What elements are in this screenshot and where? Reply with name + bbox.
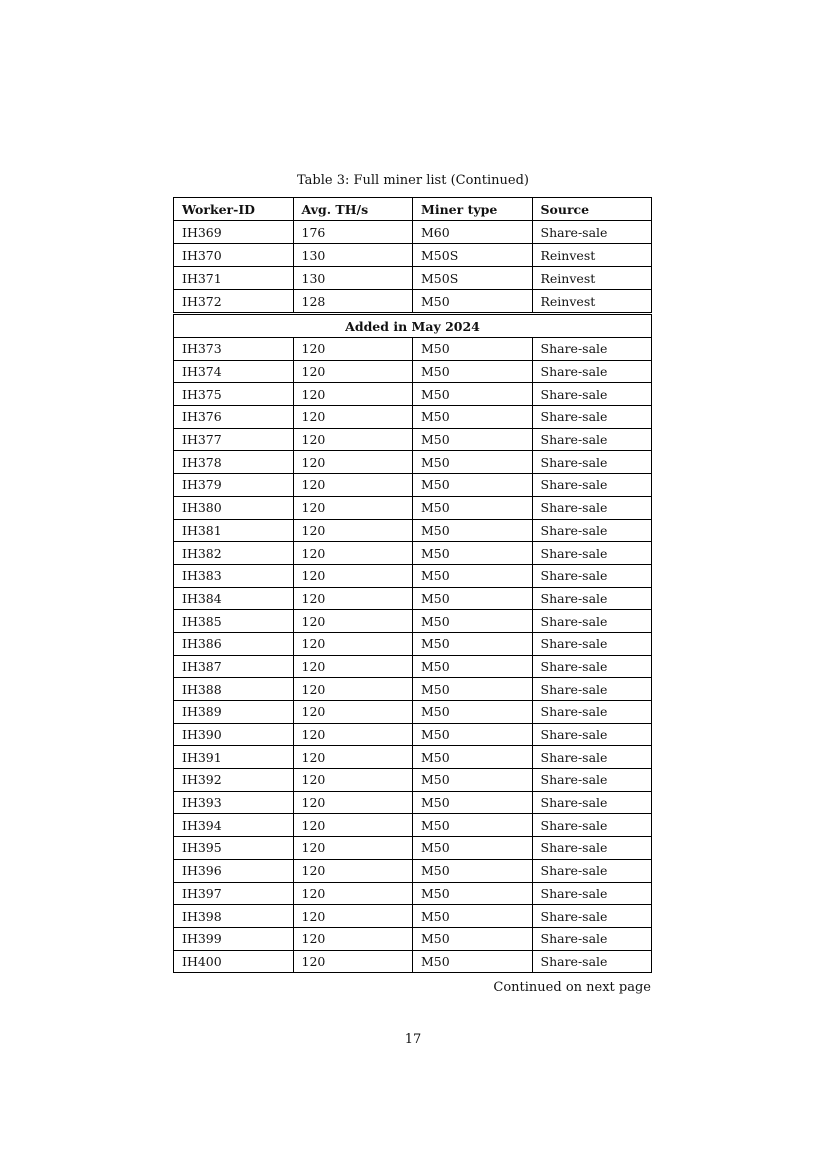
source-cell: Share-sale (532, 338, 652, 361)
miner-type-cell: M50 (413, 746, 533, 769)
avg-ths-cell: 120 (293, 701, 413, 724)
source-cell: Share-sale (532, 587, 652, 610)
source-cell: Share-sale (532, 406, 652, 429)
table-row (174, 655, 652, 678)
table-row (174, 474, 652, 497)
miner-type-cell: M50 (413, 383, 533, 406)
source-cell: Reinvest (532, 244, 652, 267)
miner-type-cell: M50 (413, 338, 533, 361)
source-cell: Share-sale (532, 814, 652, 837)
header-source: Source (532, 198, 652, 221)
worker-id-cell: IH391 (174, 746, 294, 769)
source-cell: Share-sale (532, 882, 652, 905)
avg-ths-cell: 120 (293, 905, 413, 928)
avg-ths-cell: 120 (293, 564, 413, 587)
avg-ths-cell: 128 (293, 290, 413, 313)
miner-table-bottom (173, 314, 652, 973)
section-title: Added in May 2024 (174, 315, 652, 338)
avg-ths-cell: 120 (293, 587, 413, 610)
worker-id-cell: IH374 (174, 360, 294, 383)
source-cell: Share-sale (532, 678, 652, 701)
worker-id-cell: IH400 (174, 950, 294, 973)
table-row (174, 221, 652, 244)
source-cell: Share-sale (532, 564, 652, 587)
top-table-body (174, 221, 652, 313)
avg-ths-cell: 120 (293, 451, 413, 474)
worker-id-cell: IH375 (174, 383, 294, 406)
table-row (174, 882, 652, 905)
table-row (174, 746, 652, 769)
table-row (174, 950, 652, 973)
source-cell: Share-sale (532, 428, 652, 451)
table-row (174, 837, 652, 860)
avg-ths-cell: 120 (293, 746, 413, 769)
table-row (174, 814, 652, 837)
worker-id-cell: IH392 (174, 769, 294, 792)
avg-ths-cell: 130 (293, 267, 413, 290)
source-cell: Share-sale (532, 950, 652, 973)
worker-id-cell: IH382 (174, 542, 294, 565)
source-cell: Share-sale (532, 701, 652, 724)
header-row (174, 198, 652, 221)
table-row (174, 927, 652, 950)
miner-type-cell: M50S (413, 267, 533, 290)
miner-type-cell: M50 (413, 610, 533, 633)
table-row (174, 769, 652, 792)
avg-ths-cell: 120 (293, 791, 413, 814)
source-cell: Share-sale (532, 655, 652, 678)
avg-ths-cell: 120 (293, 496, 413, 519)
miner-type-cell: M50 (413, 814, 533, 837)
avg-ths-cell: 120 (293, 723, 413, 746)
table-row (174, 519, 652, 542)
worker-id-cell: IH388 (174, 678, 294, 701)
worker-id-cell: IH379 (174, 474, 294, 497)
header-worker-id: Worker-ID (174, 198, 294, 221)
table-row (174, 587, 652, 610)
miner-type-cell: M50 (413, 632, 533, 655)
worker-id-cell: IH369 (174, 221, 294, 244)
table-caption: Table 3: Full miner list (Continued) (296, 173, 529, 188)
source-cell: Share-sale (532, 791, 652, 814)
avg-ths-cell: 120 (293, 519, 413, 542)
miner-type-cell: M50 (413, 474, 533, 497)
page-number: 17 (404, 1032, 422, 1047)
miner-type-cell: M50 (413, 723, 533, 746)
table-row (174, 610, 652, 633)
table-row (174, 564, 652, 587)
miner-type-cell: M50 (413, 769, 533, 792)
miner-type-cell: M60 (413, 221, 533, 244)
worker-id-cell: IH380 (174, 496, 294, 519)
avg-ths-cell: 120 (293, 360, 413, 383)
miner-table-top (173, 197, 652, 313)
worker-id-cell: IH376 (174, 406, 294, 429)
worker-id-cell: IH386 (174, 632, 294, 655)
table-row (174, 542, 652, 565)
avg-ths-cell: 120 (293, 837, 413, 860)
avg-ths-cell: 120 (293, 882, 413, 905)
miner-type-cell: M50 (413, 290, 533, 313)
source-cell: Share-sale (532, 746, 652, 769)
table-row (174, 428, 652, 451)
avg-ths-cell: 120 (293, 542, 413, 565)
source-cell: Share-sale (532, 542, 652, 565)
source-cell: Share-sale (532, 360, 652, 383)
avg-ths-cell: 120 (293, 859, 413, 882)
avg-ths-cell: 120 (293, 474, 413, 497)
source-cell: Reinvest (532, 290, 652, 313)
worker-id-cell: IH371 (174, 267, 294, 290)
avg-ths-cell: 120 (293, 610, 413, 633)
source-cell: Share-sale (532, 474, 652, 497)
header-avg-ths: Avg. TH/s (293, 198, 413, 221)
worker-id-cell: IH370 (174, 244, 294, 267)
source-cell: Share-sale (532, 519, 652, 542)
miner-type-cell: M50 (413, 406, 533, 429)
miner-type-cell: M50 (413, 451, 533, 474)
table-row (174, 723, 652, 746)
worker-id-cell: IH378 (174, 451, 294, 474)
worker-id-cell: IH397 (174, 882, 294, 905)
miner-type-cell: M50 (413, 542, 533, 565)
table-row (174, 791, 652, 814)
miner-type-cell: M50 (413, 587, 533, 610)
avg-ths-cell: 120 (293, 383, 413, 406)
section-row (174, 315, 652, 338)
source-cell: Share-sale (532, 221, 652, 244)
avg-ths-cell: 120 (293, 655, 413, 678)
worker-id-cell: IH387 (174, 655, 294, 678)
miner-type-cell: M50 (413, 428, 533, 451)
miner-type-cell: M50 (413, 564, 533, 587)
avg-ths-cell: 130 (293, 244, 413, 267)
avg-ths-cell: 120 (293, 338, 413, 361)
miner-type-cell: M50 (413, 927, 533, 950)
source-cell: Share-sale (532, 927, 652, 950)
worker-id-cell: IH377 (174, 428, 294, 451)
miner-type-cell: M50 (413, 519, 533, 542)
miner-type-cell: M50 (413, 678, 533, 701)
bottom-table-body (174, 315, 652, 973)
miner-type-cell: M50 (413, 882, 533, 905)
miner-type-cell: M50S (413, 244, 533, 267)
miner-type-cell: M50 (413, 701, 533, 724)
worker-id-cell: IH395 (174, 837, 294, 860)
table-row (174, 290, 652, 313)
table-row (174, 701, 652, 724)
worker-id-cell: IH398 (174, 905, 294, 928)
miner-type-cell: M50 (413, 950, 533, 973)
worker-id-cell: IH389 (174, 701, 294, 724)
worker-id-cell: IH394 (174, 814, 294, 837)
source-cell: Share-sale (532, 632, 652, 655)
table-row (174, 905, 652, 928)
table-row (174, 859, 652, 882)
source-cell: Share-sale (532, 496, 652, 519)
source-cell: Share-sale (532, 859, 652, 882)
source-cell: Share-sale (532, 905, 652, 928)
table-row (174, 632, 652, 655)
miner-type-cell: M50 (413, 791, 533, 814)
worker-id-cell: IH383 (174, 564, 294, 587)
avg-ths-cell: 120 (293, 678, 413, 701)
avg-ths-cell: 120 (293, 814, 413, 837)
miner-type-cell: M50 (413, 905, 533, 928)
avg-ths-cell: 120 (293, 428, 413, 451)
source-cell: Share-sale (532, 610, 652, 633)
table-row (174, 451, 652, 474)
source-cell: Reinvest (532, 267, 652, 290)
miner-type-cell: M50 (413, 496, 533, 519)
table-row (174, 338, 652, 361)
continued-note: Continued on next page (493, 980, 651, 995)
source-cell: Share-sale (532, 769, 652, 792)
table-row (174, 678, 652, 701)
miner-type-cell: M50 (413, 837, 533, 860)
worker-id-cell: IH381 (174, 519, 294, 542)
worker-id-cell: IH373 (174, 338, 294, 361)
table-row (174, 267, 652, 290)
avg-ths-cell: 120 (293, 769, 413, 792)
avg-ths-cell: 120 (293, 927, 413, 950)
worker-id-cell: IH399 (174, 927, 294, 950)
avg-ths-cell: 120 (293, 632, 413, 655)
avg-ths-cell: 176 (293, 221, 413, 244)
avg-ths-cell: 120 (293, 406, 413, 429)
avg-ths-cell: 120 (293, 950, 413, 973)
table-row (174, 496, 652, 519)
source-cell: Share-sale (532, 723, 652, 746)
source-cell: Share-sale (532, 451, 652, 474)
source-cell: Share-sale (532, 837, 652, 860)
source-cell: Share-sale (532, 383, 652, 406)
worker-id-cell: IH384 (174, 587, 294, 610)
miner-type-cell: M50 (413, 859, 533, 882)
worker-id-cell: IH393 (174, 791, 294, 814)
table-row (174, 406, 652, 429)
miner-type-cell: M50 (413, 655, 533, 678)
table-row (174, 360, 652, 383)
table-row (174, 244, 652, 267)
worker-id-cell: IH396 (174, 859, 294, 882)
miner-type-cell: M50 (413, 360, 533, 383)
worker-id-cell: IH385 (174, 610, 294, 633)
worker-id-cell: IH390 (174, 723, 294, 746)
worker-id-cell: IH372 (174, 290, 294, 313)
header-miner-type: Miner type (413, 198, 533, 221)
table-row (174, 383, 652, 406)
